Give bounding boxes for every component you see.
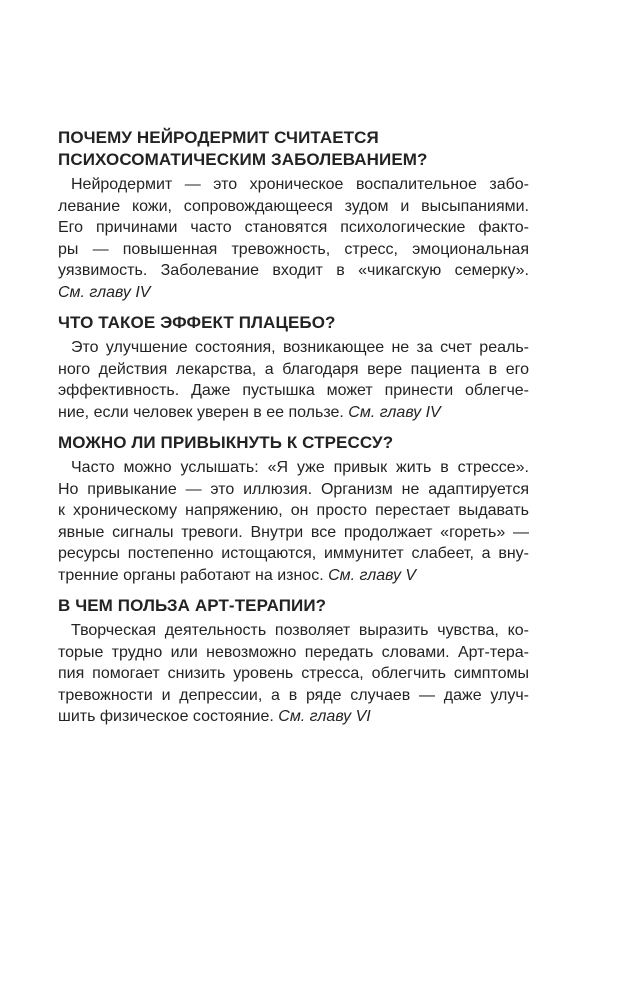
question-heading-line: ЧТО ТАКОЕ ЭФФЕКТ ПЛАЦЕБО? bbox=[58, 313, 336, 332]
answer-line: Его причинами часто становятся психологические факто- bbox=[58, 219, 529, 236]
answer-line: ного действия лекарства, а благодаря вере пациента в его bbox=[58, 360, 529, 378]
answer-paragraph bbox=[58, 337, 529, 423]
answer-line: левание кожи, сопровождающееся зудом и высыпаниями. bbox=[58, 197, 529, 215]
chapter-reference: См. главу VI bbox=[278, 708, 371, 725]
question-heading-line: В ЧЕМ ПОЛЬЗА АРТ-ТЕРАПИИ? bbox=[58, 596, 327, 615]
chapter-reference: См. главу IV bbox=[58, 283, 151, 301]
answer-line-text: шить физическое состояние. bbox=[58, 708, 279, 725]
qa-section bbox=[58, 432, 529, 586]
answer-last-line bbox=[58, 282, 529, 304]
answer-line: Это улучшение состояния, возникающее не за счет реаль- bbox=[71, 339, 529, 356]
qa-section bbox=[58, 595, 529, 728]
question-heading bbox=[58, 312, 529, 334]
answer-line: Но привыкание — это иллюзия. Организм не адаптируется bbox=[58, 480, 529, 498]
answer-paragraph bbox=[58, 620, 529, 728]
question-heading bbox=[58, 127, 529, 171]
qa-section bbox=[58, 312, 529, 423]
answer-line: Часто можно услышать: «Я уже привык жить в стрессе». bbox=[71, 459, 529, 476]
question-heading bbox=[58, 432, 529, 454]
chapter-reference: См. главу V bbox=[328, 566, 417, 584]
answer-line: ры — повышенная тревожность, стресс, эмоциональная bbox=[58, 240, 529, 258]
answer-last-line bbox=[58, 402, 529, 424]
qa-content bbox=[58, 127, 529, 737]
answer-line: ресурсы постепенно истощаются, иммунитет слабеет, а вну- bbox=[58, 545, 529, 562]
chapter-reference: См. главу IV bbox=[348, 403, 441, 421]
answer-paragraph bbox=[58, 174, 529, 303]
answer-line: пия помогает снизить уровень стресса, облегчить симптомы bbox=[58, 665, 529, 682]
answer-line: торые трудно или невозможно передать словами. Арт-тера- bbox=[58, 643, 529, 661]
question-heading-line: ПСИХОСОМАТИЧЕСКИМ ЗАБОЛЕВАНИЕМ? bbox=[58, 150, 428, 169]
question-heading-line: МОЖНО ЛИ ПРИВЫКНУТЬ К СТРЕССУ? bbox=[58, 433, 394, 452]
answer-line: к хроническому напряжению, он просто перестает выдавать bbox=[58, 502, 529, 519]
answer-last-line bbox=[58, 565, 529, 587]
answer-line: эффективность. Даже пустышка может принести облегче- bbox=[58, 382, 529, 399]
question-heading bbox=[58, 595, 529, 617]
qa-section bbox=[58, 127, 529, 303]
answer-line: Творческая деятельность позволяет выразить чувства, ко- bbox=[71, 622, 529, 639]
answer-line: явные сигналы тревоги. Внутри все продолжает «гореть» — bbox=[58, 523, 529, 541]
answer-paragraph bbox=[58, 457, 529, 586]
question-heading-line: ПОЧЕМУ НЕЙРОДЕРМИТ СЧИТАЕТСЯ bbox=[58, 128, 379, 147]
answer-line-text: ние, если человек уверен в ее пользе. bbox=[58, 403, 349, 421]
answer-line: тревожности и депрессии, а в ряде случаев — даже улуч- bbox=[58, 686, 529, 704]
answer-line: Нейродермит — это хроническое воспалительное забо- bbox=[71, 176, 529, 193]
answer-line-text: тренние органы работают на износ. bbox=[58, 566, 329, 584]
answer-last-line bbox=[58, 706, 529, 728]
answer-line: уязвимость. Заболевание входит в «чикагскую семерку». bbox=[58, 262, 529, 279]
